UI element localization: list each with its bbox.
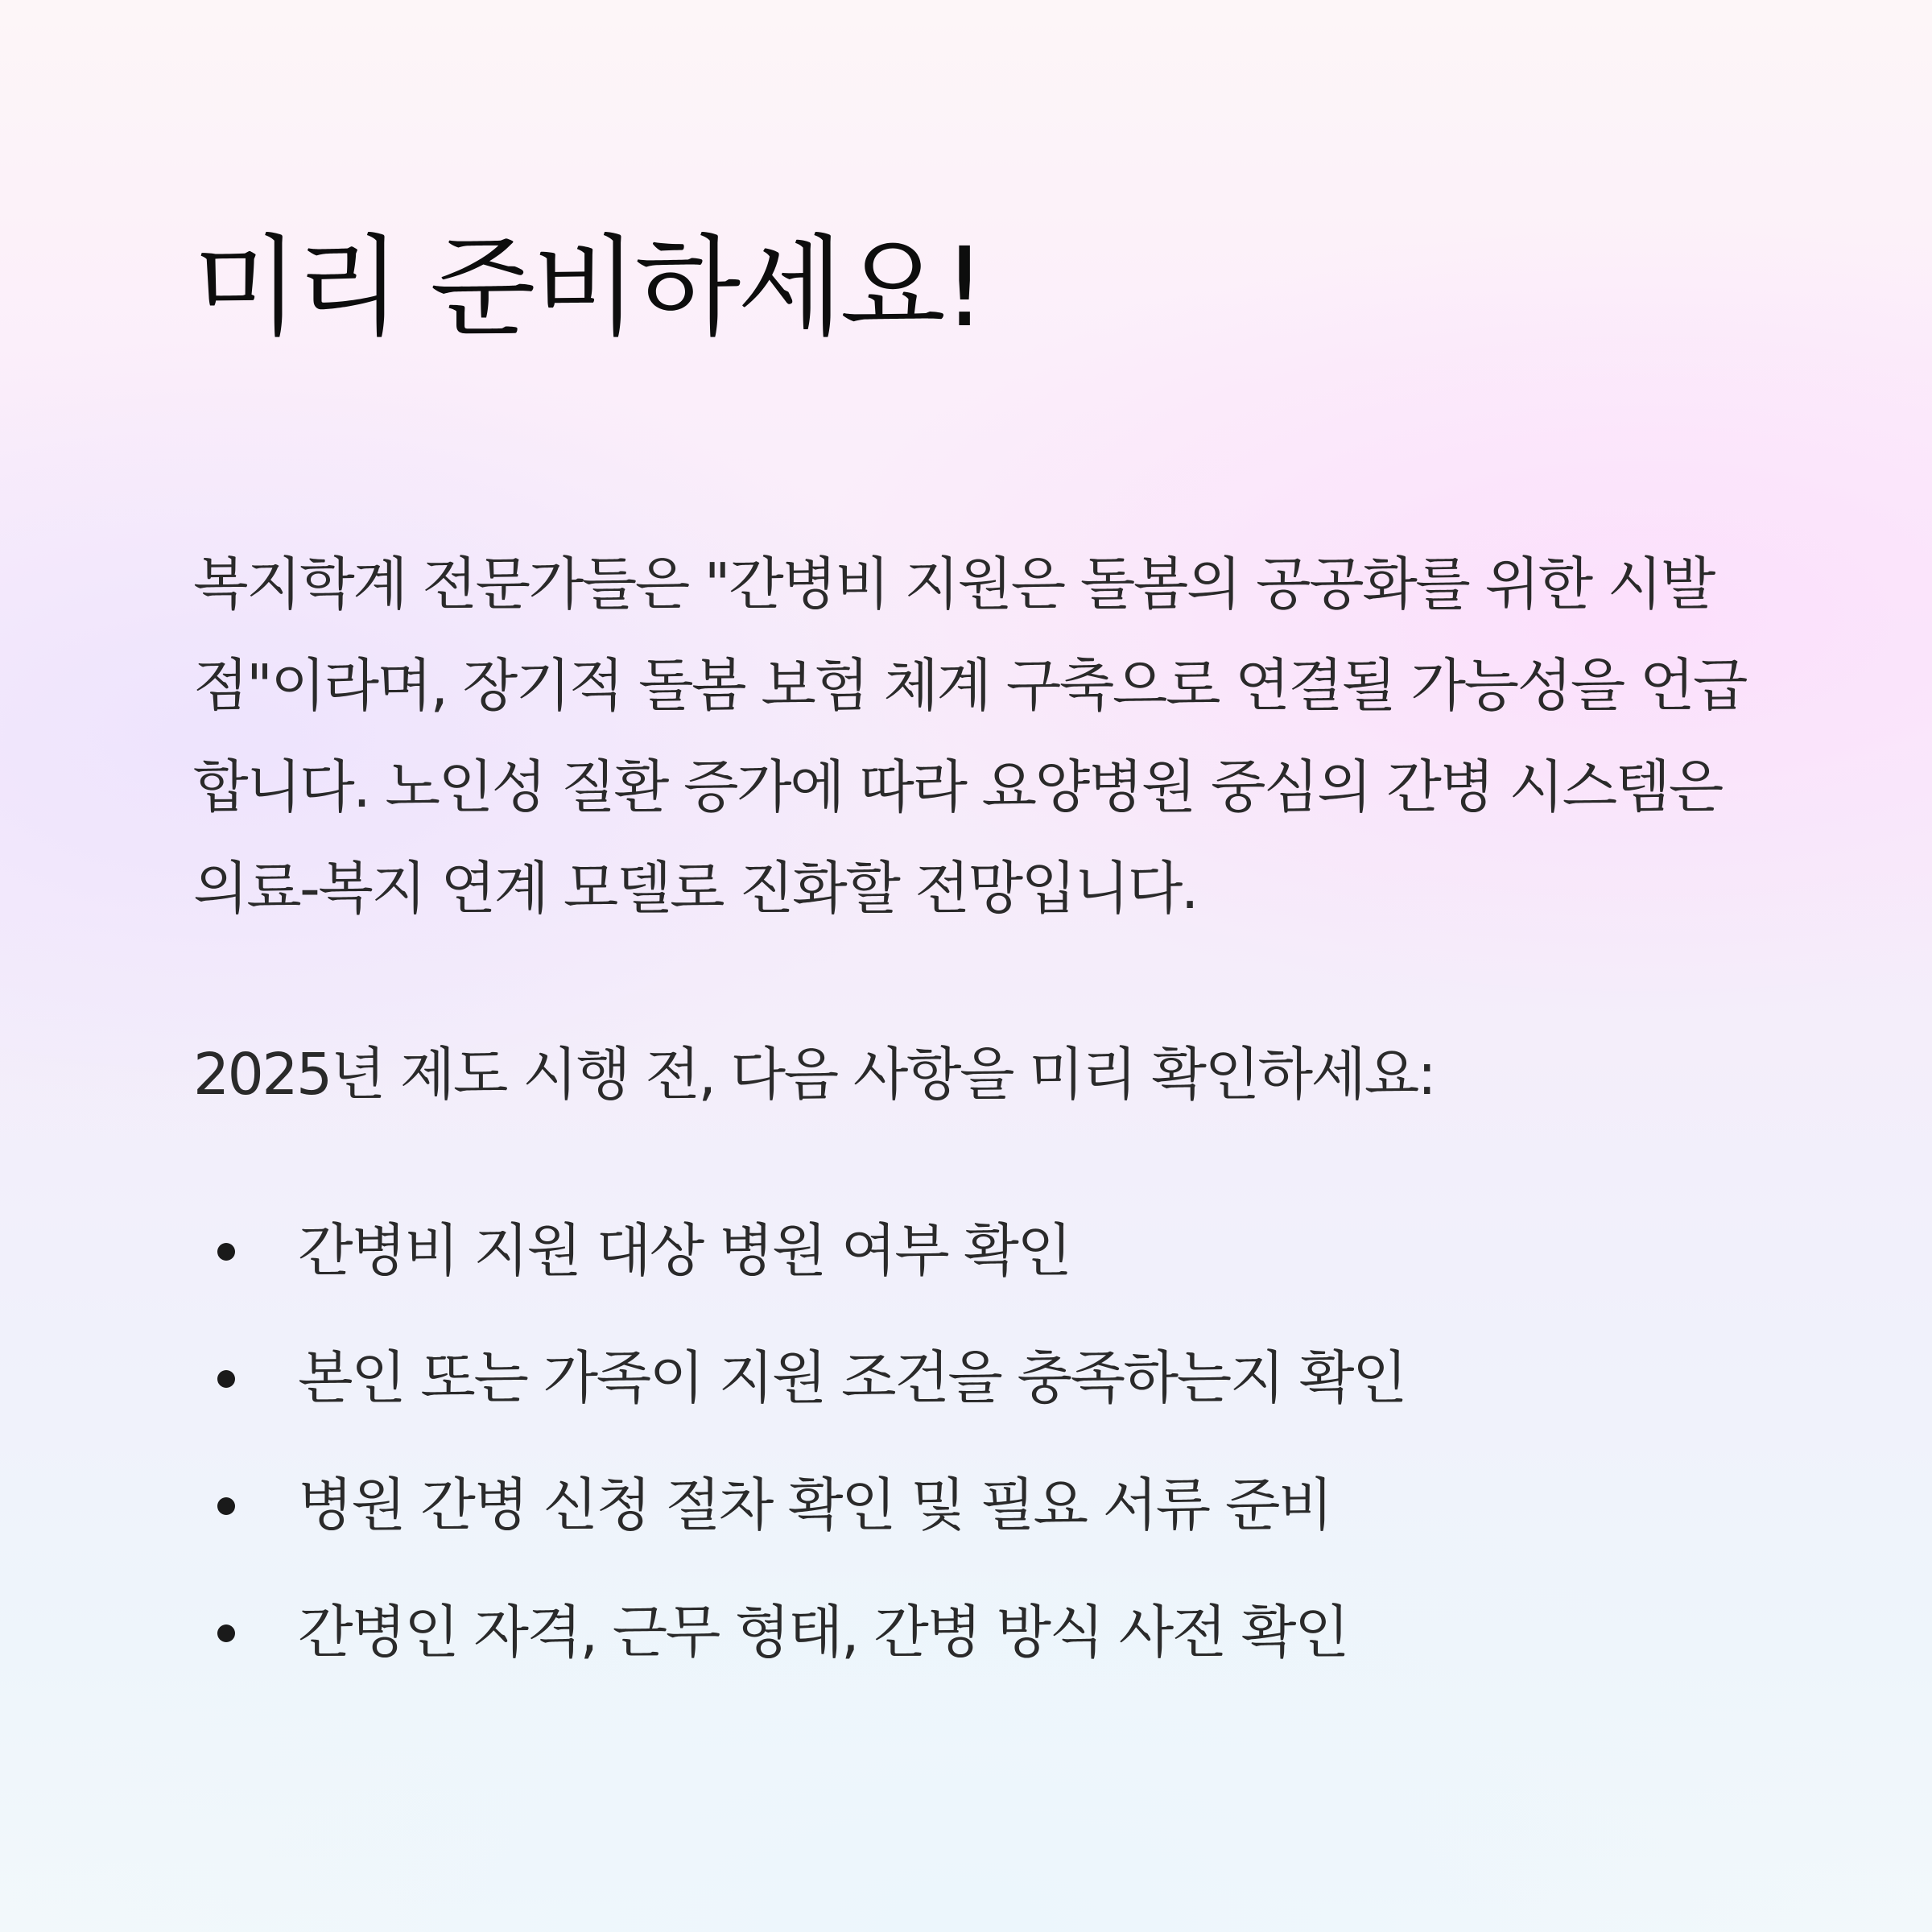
bullet-icon: [217, 1497, 235, 1515]
checklist-item-label: 간병인 자격, 근무 형태, 간병 방식 사전 확인: [298, 1599, 1348, 1666]
checklist-item-label: 병원 간병 신청 절차 확인 및 필요 서류 준비: [298, 1472, 1332, 1538]
bullet-icon: [217, 1370, 235, 1388]
bullet-icon: [217, 1624, 235, 1642]
checklist-intro: 2025년 제도 시행 전, 다음 사항을 미리 확인하세요:: [193, 1041, 1435, 1108]
bullet-icon: [217, 1243, 235, 1261]
content-card: [193, 0, 1771, 1932]
body-paragraph: 복지학계 전문가들은 "간병비 지원은 돌봄의 공공화를 위한 시발점"이라며, 장기적 돌봄 보험 체계 구축으로 연결될 가능성을 언급합니다. 노인성 질환 증가에 따라 요양병원 중심의 간병 시스템은 의료-복지 연계 모델로 진화할 전망입니다.: [193, 551, 1747, 922]
checklist-item-label: 본인 또는 가족이 지원 조건을 충족하는지 확인: [298, 1344, 1406, 1411]
page-title: 미리 준비하세요!: [193, 225, 984, 352]
checklist-item-label: 간병비 지원 대상 병원 여부 확인: [298, 1217, 1071, 1284]
